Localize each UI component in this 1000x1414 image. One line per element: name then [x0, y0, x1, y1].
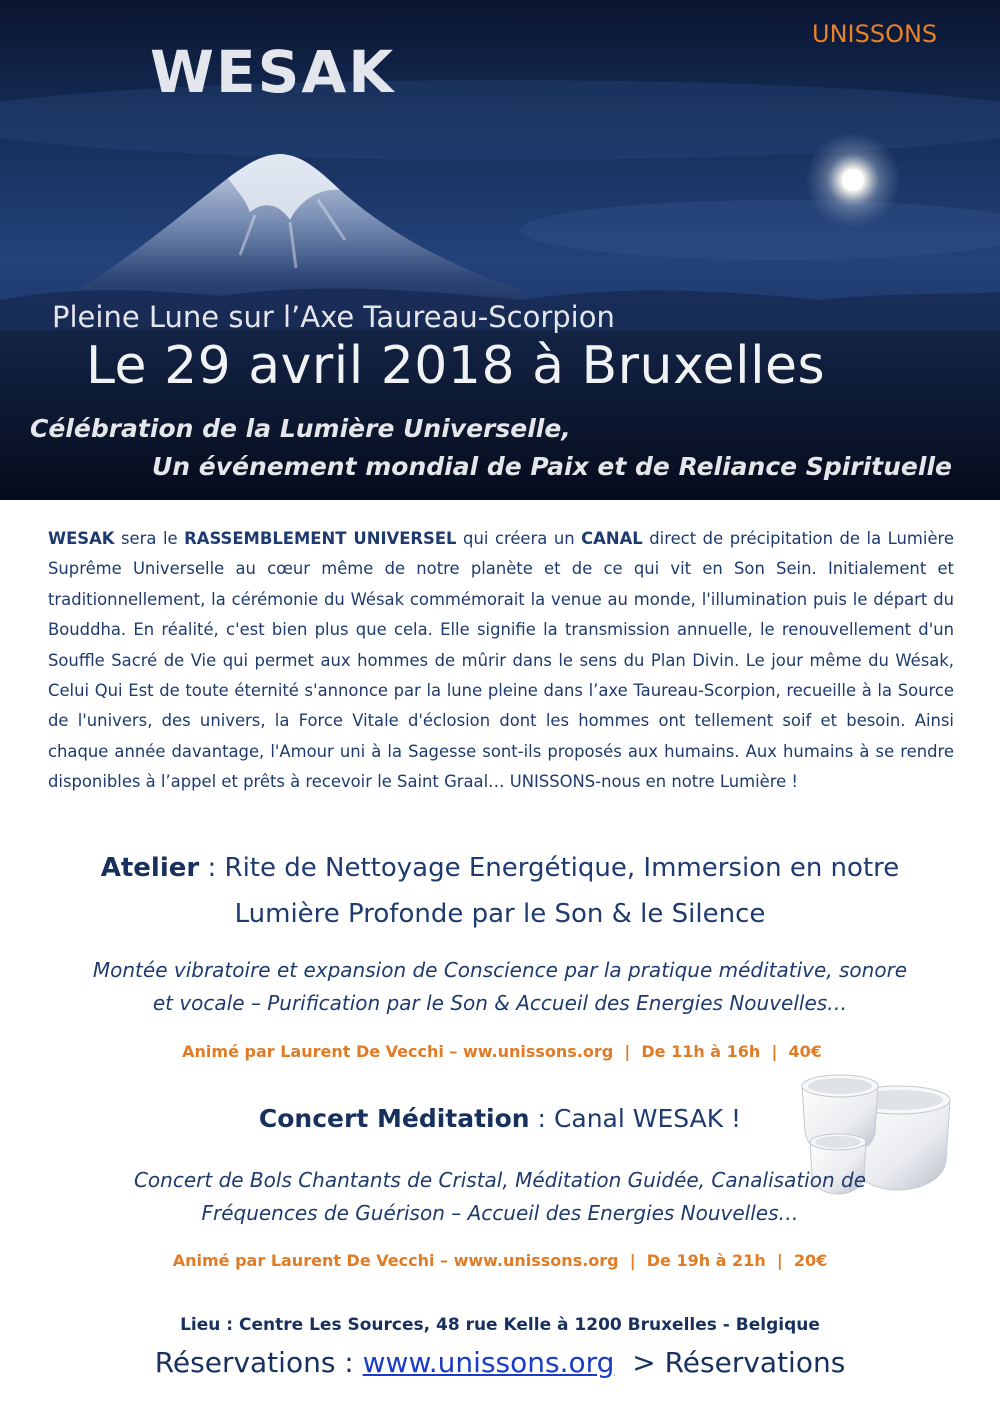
atelier-info: Animé par Laurent De Vecchi – ww.unissons.org | De 11h à 16h | 40€ [182, 1042, 822, 1061]
atelier-description [0, 954, 1000, 1020]
reservations-suffix: > Réservations [614, 1346, 846, 1379]
header-banner [0, 0, 1000, 500]
intro-text-1: sera le [114, 529, 185, 548]
term-rassemblement: RASSEMBLEMENT UNIVERSEL [184, 529, 457, 548]
concert-label: Concert Méditation [258, 1104, 530, 1133]
atelier-title-line-1: Rite de Nettoyage Energétique, Immersion en notre [224, 853, 900, 883]
term-canal: CANAL [581, 529, 643, 548]
intro-text-3: direct de précipitation de la Lumière Suprême Universelle au cœur même de notre planète et de ce qui vit en Son Sein. Initialement et traditionnellement, la cérémonie du Wésak commémorait la venue au monde, l'illumination puis le départ du Bouddha. En réalité, c'est bien plus que cela. Elle signifie la transmission annuelle, le renouvellement d'un Souffle Sacré de Vie qui permet aux hommes de mûrir dans le sens du Plan Divin. Le jour même du Wésak, Celui Qui Est de toute éternité s'annonce par la lune pleine dans l’axe Taureau-Scorpion, recueille à la Source de l'univers, des univers, la Force Vitale d'éclosion dont les hommes ont tellement soif et besoin. Ainsi chaque année davantage, l'Amour uni à la Sagesse sont-ils proposés aux humains. Aux humains à se rendre disponibles à l’appel et prêts à recevoir le Saint Graal… UNISSONS-nous en notre Lumière ! [48, 529, 954, 792]
atelier-heading [0, 845, 1000, 937]
atelier-separator: : [199, 853, 225, 883]
concert-desc-line-2: Fréquences de Guérison – Accueil des Energies Nouvelles… [201, 1201, 799, 1225]
concert-desc-line-1: Concert de Bols Chantants de Cristal, Méditation Guidée, Canalisation de [133, 1168, 867, 1192]
intro-text-2: qui créera un [456, 529, 582, 548]
event-title: WESAK [150, 38, 396, 106]
unissons-logo: UNISSONS [812, 20, 938, 48]
term-wesak: WESAK [48, 529, 115, 548]
intro-paragraph [48, 524, 954, 798]
event-subtitle: Pleine Lune sur l’Axe Taureau-Scorpion [52, 300, 615, 334]
concert-description [0, 1164, 1000, 1230]
concert-info: Animé par Laurent De Vecchi – www.unissons.org | De 19h à 21h | 20€ [172, 1251, 828, 1270]
atelier-desc-line-1: Montée vibratoire et expansion de Conscience par la pratique méditative, sonore [92, 958, 908, 982]
atelier-desc-line-2: et vocale – Purification par le Son & Accueil des Energies Nouvelles… [152, 991, 848, 1015]
concert-separator: : [529, 1104, 554, 1133]
reservations-link[interactable]: www.unissons.org [362, 1346, 615, 1379]
atelier-label: Atelier [100, 853, 200, 883]
concert-title: Canal WESAK ! [553, 1104, 742, 1133]
venue-address: Lieu : Centre Les Sources, 48 rue Kelle à 1200 Bruxelles - Belgique [180, 1315, 820, 1335]
atelier-title-line-2: Lumière Profonde par le Son & le Silence [234, 899, 766, 929]
celebration-line-2: Un événement mondial de Paix et de Reliance Spirituelle [152, 452, 952, 481]
concert-heading [0, 1104, 1000, 1133]
reservations-label: Réservations : [154, 1346, 363, 1379]
reservations-line [0, 1346, 1000, 1379]
event-date: Le 29 avril 2018 à Bruxelles [86, 336, 826, 396]
celebration-line-1: Célébration de la Lumière Universelle, [30, 414, 571, 443]
